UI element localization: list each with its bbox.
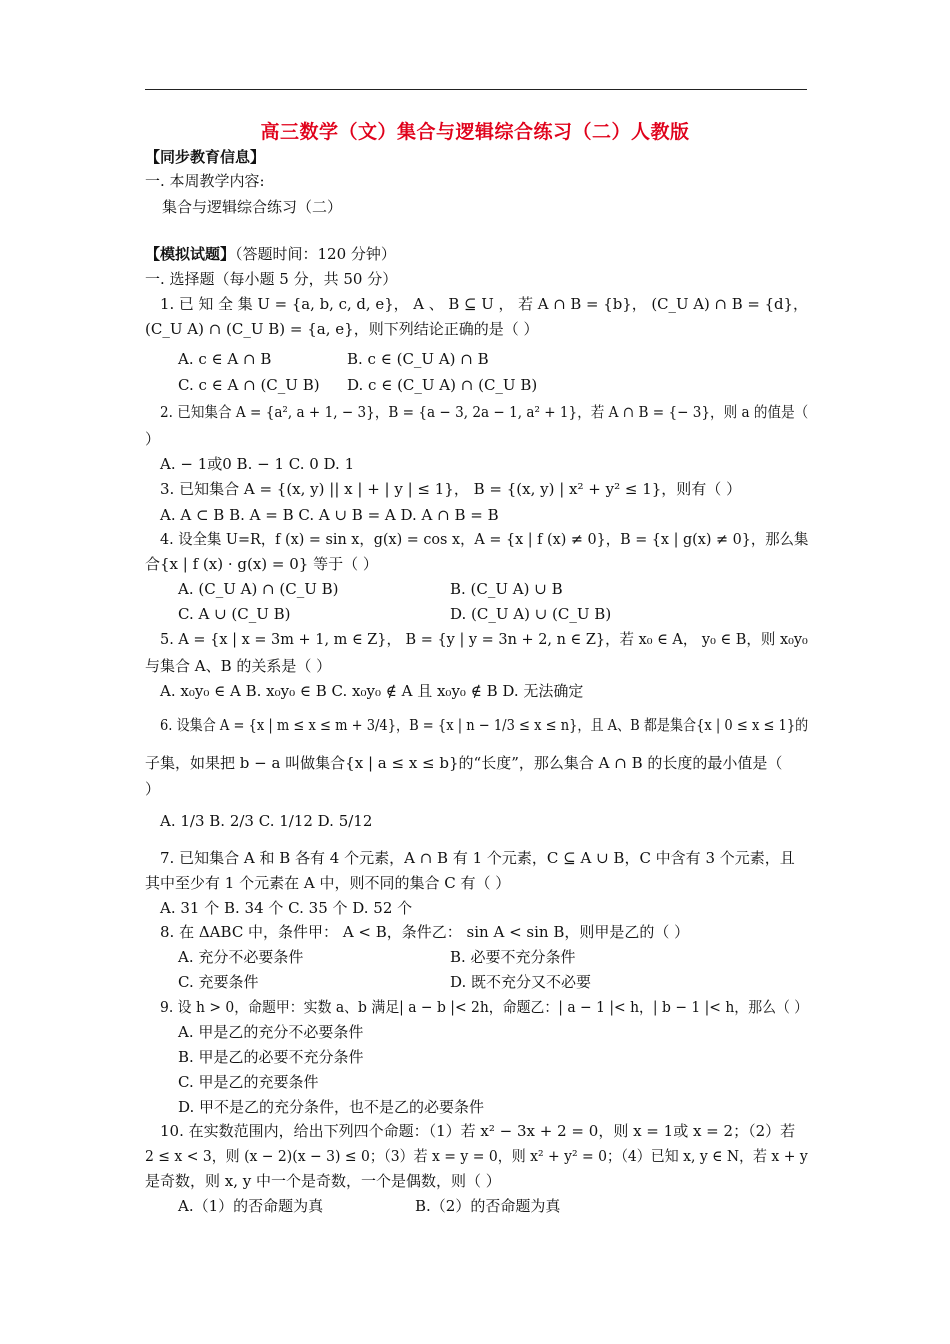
q7-options: A. 31 个 B. 34 个 C. 35 个 D. 52 个: [160, 899, 413, 917]
q8-option-c: C. 充要条件: [178, 973, 259, 991]
content-heading: 一. 本周教学内容:: [145, 172, 265, 190]
q4-option-d: D. (C_U A) ∪ (C_U B): [450, 605, 612, 623]
q6-stem-line-1: 6. 设集合 A = {x | m ≤ x ≤ m + 3/4}，B = {x | n − 1/3 ≤ x ≤ n}，且 A、B 都是集合{x | 0 ≤ x ≤ 1}的: [160, 716, 809, 734]
q6-options: A. 1/3 B. 2/3 C. 1/12 D. 5/12: [160, 812, 373, 830]
q10-option-b: B.（2）的否命题为真: [415, 1197, 561, 1215]
mock-time: （答题时间：120 分钟）: [235, 245, 396, 263]
q1-option-b: B. c ∈ (C_U A) ∩ B: [347, 350, 489, 368]
q10-stem-line-3: 是奇数，则 x, y 中一个是奇数，一个是偶数，则（ ）: [145, 1172, 501, 1190]
mock-heading: 【模拟试题】: [145, 245, 236, 263]
q8-stem: 8. 在 ΔABC 中，条件甲： A < B，条件乙： sin A < sin B，则甲是乙的（ ）: [160, 923, 690, 941]
q6-stem-line-3: ）: [145, 780, 161, 798]
q2-stem-line-1: 2. 已知集合 A = {a², a + 1, − 3}，B = {a − 3, 2a − 1, a² + 1}，若 A ∩ B = {− 3}，则 a 的值是（: [160, 403, 809, 421]
q3-options: A. A ⊂ B B. A = B C. A ∪ B = A D. A ∩ B = B: [160, 506, 499, 524]
section-info-heading: 【同步教育信息】: [145, 148, 266, 166]
content-topic: 集合与逻辑综合练习（二）: [162, 198, 343, 216]
q4-option-b: B. (C_U A) ∪ B: [450, 580, 563, 598]
q5-stem-line-1: 5. A = {x | x = 3m + 1, m ∈ Z}， B = {y | y = 3n + 2, n ∈ Z}，若 x₀ ∈ A， y₀ ∈ B，则 x₀y₀: [160, 630, 808, 648]
q8-option-b: B. 必要不充分条件: [450, 948, 576, 966]
header-rule: [145, 89, 807, 90]
q9-option-c: C. 甲是乙的充要条件: [178, 1073, 319, 1091]
q7-stem-line-1: 7. 已知集合 A 和 B 各有 4 个元素，A ∩ B 有 1 个元素，C ⊆ A ∪ B，C 中含有 3 个元素，且: [160, 849, 795, 867]
q10-stem-line-1: 10. 在实数范围内，给出下列四个命题：（1）若 x² − 3x + 2 = 0，则 x = 1或 x = 2；（2）若: [160, 1122, 796, 1140]
q1-option-a: A. c ∈ A ∩ B: [178, 350, 272, 368]
q5-stem-line-2: 与集合 A、B 的关系是（ ）: [145, 657, 332, 675]
q9-option-d: D. 甲不是乙的充分条件，也不是乙的必要条件: [178, 1098, 485, 1116]
q2-options: A. − 1或0 B. − 1 C. 0 D. 1: [160, 455, 355, 473]
q6-stem-line-2: 子集，如果把 b − a 叫做集合{x | a ≤ x ≤ b}的“长度”，那么集合 A ∩ B 的长度的最小值是（: [145, 754, 783, 772]
q9-option-a: A. 甲是乙的充分不必要条件: [178, 1023, 364, 1041]
q4-option-c: C. A ∪ (C_U B): [178, 605, 291, 623]
q9-option-b: B. 甲是乙的必要不充分条件: [178, 1048, 364, 1066]
q1-stem-line-1: 1. 已 知 全 集 U = {a, b, c, d, e}， A 、 B ⊆ U ， 若 A ∩ B = {b}， (C_U A) ∩ B = {d}，: [160, 295, 808, 313]
q1-stem-line-2: (C_U A) ∩ (C_U B) = {a, e}，则下列结论正确的是（ ）: [145, 320, 539, 338]
q8-option-a: A. 充分不必要条件: [178, 948, 304, 966]
choice-heading: 一. 选择题（每小题 5 分，共 50 分）: [145, 270, 398, 288]
q4-stem-line-1: 4. 设全集 U=R，f (x) = sin x，g(x) = cos x，A = {x | f (x) ≠ 0}，B = {x | g(x) ≠ 0}，那么集: [160, 530, 809, 548]
q9-stem: 9. 设 h > 0，命题甲：实数 a、b 满足| a − b |< 2h，命题乙：| a − 1 |< h，| b − 1 |< h，那么（ ）: [160, 998, 809, 1016]
mock-heading-line: [145, 245, 396, 263]
q1-option-d: D. c ∈ (C_U A) ∩ (C_U B): [347, 376, 538, 394]
q4-option-a: A. (C_U A) ∩ (C_U B): [178, 580, 339, 598]
q10-option-a: A.（1）的否命题为真: [178, 1197, 324, 1215]
q8-option-d: D. 既不充分又不必要: [450, 973, 592, 991]
q3-stem: 3. 已知集合 A = {(x, y) || x | + | y | ≤ 1}， B = {(x, y) | x² + y² ≤ 1}，则有（ ）: [160, 480, 742, 498]
q5-options: A. x₀y₀ ∈ A B. x₀y₀ ∈ B C. x₀y₀ ∉ A 且 x₀y₀ ∉ B D. 无法确定: [160, 682, 584, 700]
q10-stem-line-2: 2 ≤ x < 3，则 (x − 2)(x − 3) ≤ 0；（3）若 x = y = 0，则 x² + y² = 0；（4）已知 x, y ∈ N，若 x + y: [145, 1147, 808, 1165]
q4-stem-line-2: 合{x | f (x) · g(x) = 0} 等于（ ）: [145, 555, 378, 573]
q7-stem-line-2: 其中至少有 1 个元素在 A 中，则不同的集合 C 有（ ）: [145, 874, 511, 892]
q2-stem-line-2: ）: [145, 430, 161, 448]
q1-option-c: C. c ∈ A ∩ (C_U B): [178, 376, 320, 394]
page-title: 高三数学（文）集合与逻辑综合练习（二）人教版: [260, 121, 690, 143]
